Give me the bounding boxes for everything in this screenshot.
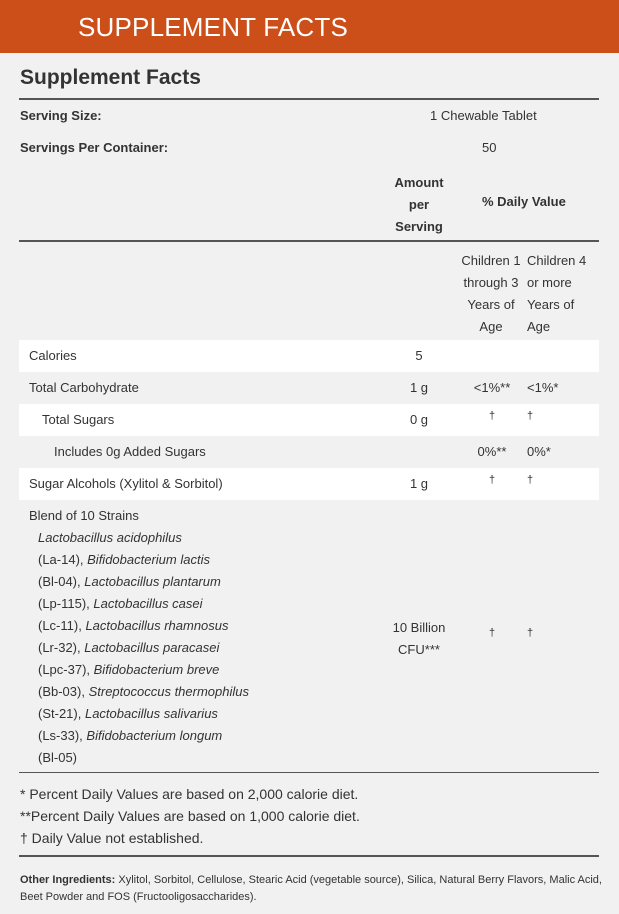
children-1-3-line: Age (479, 319, 503, 334)
strain-code: (Lp-115), (38, 596, 94, 611)
nutrient-row-total-sugars (19, 404, 599, 436)
amount-header-line: Serving (395, 219, 443, 234)
children-4-line: or more (527, 275, 572, 290)
serving-size-label: Serving Size: (20, 108, 102, 123)
nutrient-dv-children-4: † (527, 410, 534, 422)
amount-per-serving-header (380, 172, 458, 238)
banner-title: SUPPLEMENT FACTS (78, 12, 349, 42)
blend-amount-line: 10 Billion (392, 620, 446, 635)
nutrient-amount: 1 g (409, 380, 429, 395)
other-ingredients-label: Other Ingredients: (20, 874, 116, 886)
strain-code: (Bl-04), (38, 574, 85, 589)
strain-code: (Ls-33), (38, 728, 87, 743)
nutrient-dv-children-1-3: 0%** (477, 444, 507, 459)
children-4-header (527, 250, 586, 338)
servings-per-container-value: 50 (482, 140, 497, 155)
nutrient-row-sugar-alcohols (19, 468, 599, 500)
blend-title: Blend of 10 Strains (29, 508, 139, 523)
strain-code: (La-14), (38, 552, 88, 567)
children-1-3-line: Years of (467, 297, 515, 312)
daily-value-header: % Daily Value (482, 194, 566, 209)
header-banner (0, 0, 619, 53)
nutrient-dv-children-1-3: <1%** (473, 380, 511, 395)
strain-species: Lactobacillus rhamnosus (85, 618, 229, 633)
nutrient-dv-children-1-3: † (488, 474, 496, 486)
strain-species: Lactobacillus casei (93, 596, 203, 611)
strain-species: Bifidobacterium lactis (87, 552, 210, 567)
strain-species: Streptococcus thermophilus (88, 684, 249, 699)
children-4-line: Age (527, 319, 551, 334)
blend-strain-line (38, 706, 218, 721)
strain-species: Lactobacillus acidophilus (38, 530, 182, 545)
strain-species: Bifidobacterium breve (93, 662, 220, 677)
children-1-3-line: through 3 (463, 275, 519, 290)
other-ingredients-text: Xylitol, Sorbitol, Cellulose, Stearic Acid (vegetable source), Silica, Natural Berry Flavors, Malic Acid, Beet Powder and FOS (Fructooligosaccharides). (20, 874, 602, 903)
strain-species: Lactobacillus plantarum (84, 574, 221, 589)
panel-heading: Supplement Facts (20, 66, 201, 89)
blend-rule (19, 772, 599, 773)
blend-dv-children-4: † (527, 627, 534, 639)
header-rule (19, 240, 599, 242)
blend-amount-line: CFU*** (398, 642, 440, 657)
nutrient-amount: 5 (415, 348, 423, 363)
children-1-3-header (459, 250, 523, 338)
strain-code: (Lpc-37), (38, 662, 94, 677)
other-ingredients (20, 872, 605, 906)
blend-strain-line (38, 684, 249, 699)
strain-species: Bifidobacterium longum (86, 728, 223, 743)
blend-strain-line (38, 728, 222, 743)
servings-per-container-label: Servings Per Container: (20, 140, 169, 155)
blend-strain-line (38, 574, 221, 589)
serving-size-value: 1 Chewable Tablet (430, 108, 537, 123)
nutrient-amount: 1 g (409, 476, 429, 491)
strain-code: (Lr-32), (38, 640, 85, 655)
footnote-dagger: † Daily Value not established. (20, 830, 204, 846)
nutrient-row-calories (19, 340, 599, 372)
amount-header-line: per (408, 197, 430, 212)
nutrient-dv-children-4: † (527, 474, 534, 486)
nutrient-dv-children-1-3: † (488, 410, 496, 422)
children-4-line: Children 4 (527, 253, 587, 268)
nutrient-name: Includes 0g Added Sugars (54, 444, 206, 459)
nutrient-name: Total Carbohydrate (29, 380, 139, 395)
blend-strain-line (38, 596, 203, 611)
strain-species: Lactobacillus salivarius (84, 706, 218, 721)
footnote-1000: **Percent Daily Values are based on 1,000 calorie diet. (20, 808, 360, 824)
amount-header-line: Amount (394, 175, 444, 190)
nutrient-amount: 0 g (409, 412, 429, 427)
heading-rule (19, 98, 599, 100)
nutrient-name: Calories (29, 348, 77, 363)
strain-code: (St-21), (38, 706, 85, 721)
footnote-2000: * Percent Daily Values are based on 2,000 calorie diet. (20, 786, 359, 802)
blend-strain-line (38, 662, 219, 677)
nutrient-row-carbohydrate (19, 372, 599, 404)
nutrient-dv-children-4: 0%* (527, 444, 551, 459)
blend-strain-line (38, 618, 229, 633)
strain-species: Lactobacillus paracasei (84, 640, 220, 655)
blend-dv-children-1-3: † (488, 627, 496, 639)
strain-code: (Bb-03), (38, 684, 89, 699)
nutrient-row-added-sugars (19, 436, 599, 468)
nutrient-name: Total Sugars (42, 412, 115, 427)
blend-strain-line (38, 552, 210, 567)
children-4-line: Years of (527, 297, 575, 312)
footnote-rule (19, 855, 599, 857)
strain-code: (Bl-05) (38, 750, 78, 765)
blend-amount (380, 617, 458, 661)
blend-strain-line (38, 750, 77, 765)
nutrient-dv-children-4: <1%* (527, 380, 559, 395)
nutrient-name: Sugar Alcohols (Xylitol & Sorbitol) (29, 476, 223, 491)
blend-strain-line (38, 640, 219, 655)
strain-code: (Lc-11), (38, 618, 86, 633)
children-1-3-line: Children 1 (461, 253, 521, 268)
blend-strain-line (38, 530, 182, 545)
